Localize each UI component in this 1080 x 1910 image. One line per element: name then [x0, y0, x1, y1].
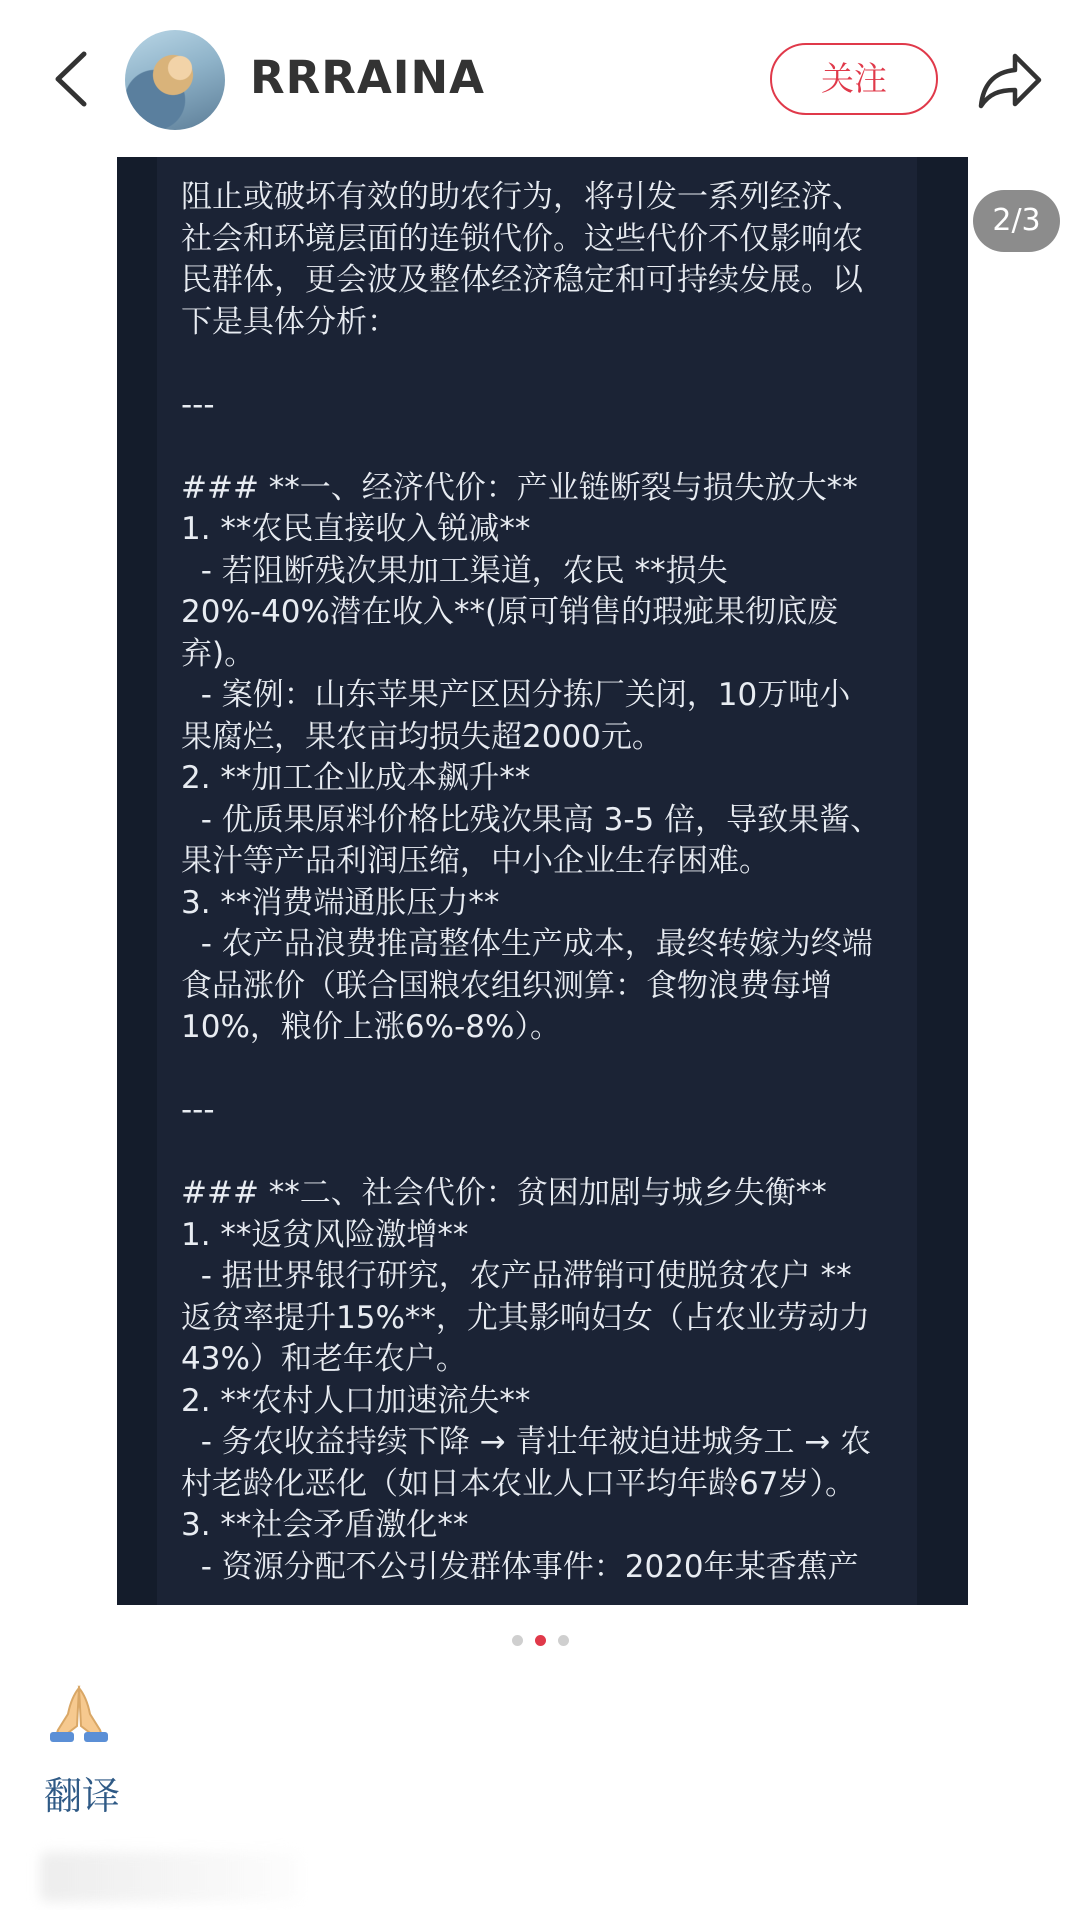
- post-header: [0, 0, 1080, 160]
- carousel-dot[interactable]: [512, 1635, 523, 1646]
- carousel-dot-active[interactable]: [535, 1635, 546, 1646]
- image-text: 阻止或破坏有效的助农行为，将引发一系列经济、 社会和环境层面的连锁代价。这些代价不仅影响农 民群体，更会波及整体经济稳定和可持续发展。以 下是具体分析： --- ### **一、经济代价：产业链断裂与损失放大** 1. **农民直接收入锐减** - 若阻断残次果加工渠道，农民 **损失 20%-40%潜在收入**(原可销售的瑕疵果彻底废 弃)。 - 案例：山东苹果产区因分拣厂关闭，10万吨小 果腐烂，果农亩均损失超2000元。 2. **加工企业成本飙升** - 优质果原料价格比残次果高 3-5 倍，导致果酱、 果汁等产品利润压缩，中小企业生存困难。 3. **消费端通胀压力** - 农产品浪费推高整体生产成本，最终转嫁为终端 食品涨价（联合国粮农组织测算：食物浪费每增 10%，粮价上涨6%-8%）。 --- ### **二、社会代价：贫困加剧与城乡失衡** 1. **返贫风险激增** - 据世界银行研究，农产品滞销可使脱贫农户 ** 返贫率提升15%**，尤其影响妇女（占农业劳动力 43%）和老年农户。 2. **农村人口加速流失** - 务农收益持续下降 → 青壮年被迫进城务工 → 农 村老龄化恶化（如日本农业人口平均年龄67岁）。 3. **社会矛盾激化** - 资源分配不公引发群体事件：2020年某香蕉产: [181, 179, 882, 1585]
- share-arrow-icon: [975, 50, 1045, 112]
- carousel-dots: [0, 1630, 1080, 1644]
- post-image[interactable]: [117, 157, 968, 1605]
- avatar[interactable]: [125, 30, 225, 130]
- back-button[interactable]: [44, 44, 104, 114]
- folded-hands-icon: [44, 1680, 114, 1744]
- blurred-text: [40, 1852, 300, 1902]
- follow-button[interactable]: 关注: [770, 43, 938, 115]
- username[interactable]: RRRAINA: [250, 51, 486, 104]
- chevron-left-icon: [44, 44, 104, 114]
- translate-link[interactable]: 翻译: [44, 1774, 121, 1818]
- image-counter: 2/3: [973, 190, 1060, 252]
- share-button[interactable]: [975, 50, 1045, 112]
- carousel-dot[interactable]: [558, 1635, 569, 1646]
